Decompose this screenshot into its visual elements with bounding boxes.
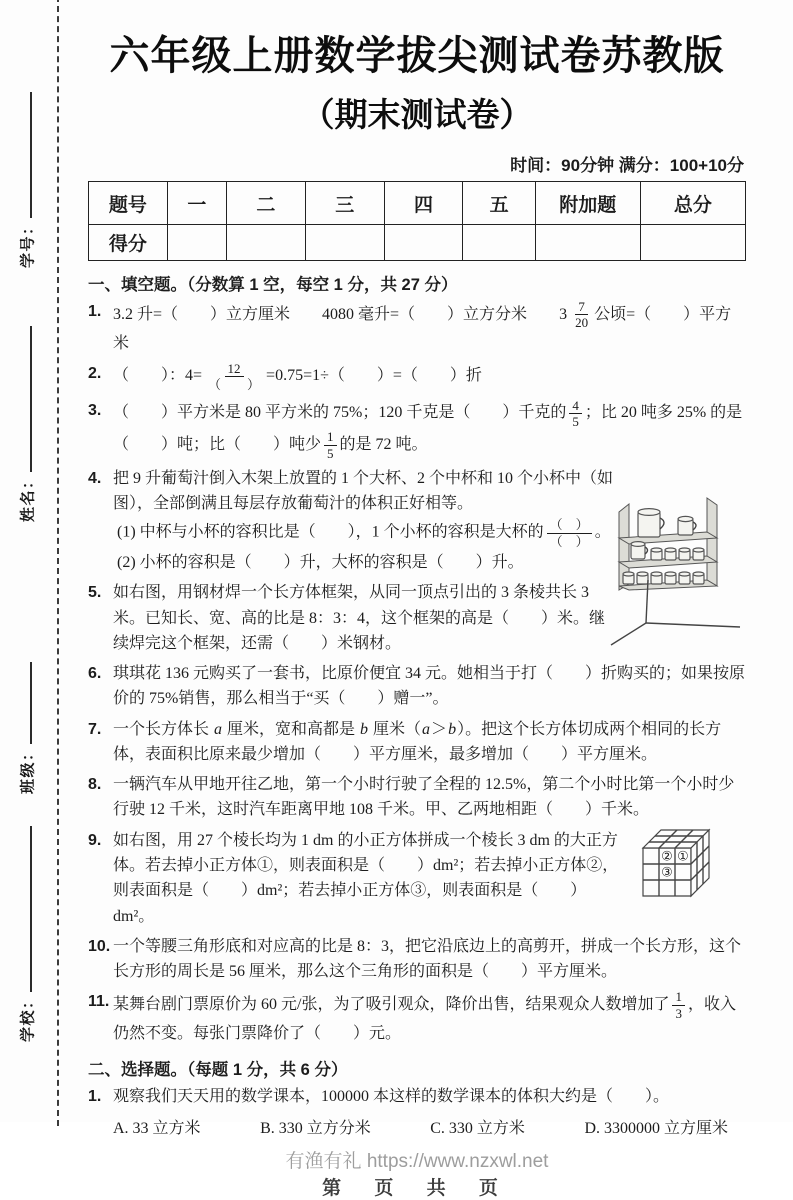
school-label: 学校：: [19, 992, 37, 1042]
student-id-label: 学号：: [19, 218, 37, 268]
cuboid-edges-figure: [604, 576, 744, 648]
question-text: 观察我们天天用的数学课本，100000 本这样的数学课本的体积大约是（ ）。: [113, 1088, 670, 1106]
question-number: 6.: [88, 665, 102, 683]
student-id-blank: [16, 92, 32, 218]
score-col-4: 四: [384, 182, 463, 225]
question-4-sub-2: (2) 小杯的容积是（ ）升，大杯的容积是（ ）升。: [117, 554, 524, 572]
question-number: 5.: [88, 584, 102, 602]
name-label: 姓名：: [19, 472, 37, 522]
margin-label-name: [16, 326, 37, 522]
score-cell: [384, 225, 463, 261]
score-col-3: 三: [305, 182, 384, 225]
paper-content: [88, 0, 746, 1200]
question-4-sub-1: (1) 中杯与小杯的容积比是（ ），1 个小杯的容积是大杯的 $\frac{( )}{( )}$ 。: [117, 517, 611, 549]
question-text: （ ）平方米是 80 平方米的 75%；120 千克是（ ）千克的 $\frac{4}{5}$ ；比 20 吨多 25% 的是（ ）吨；比（ ）吨少 $\frac{1}{5}$ 的是 72 吨。: [113, 397, 743, 461]
score-col-2: 二: [226, 182, 305, 225]
page-number-text: 第 页 共 页: [322, 1177, 512, 1199]
option-c: C. 330 立方米: [430, 1119, 525, 1137]
section2-question-1: [88, 1084, 746, 1109]
score-col-total: 总分: [640, 182, 745, 225]
question-1: [88, 299, 746, 356]
exam-time-score-info: 时间：90分钟 满分：100+10分: [510, 156, 744, 175]
score-table-header-row: [89, 182, 746, 225]
section2-question-1-options: [88, 1115, 728, 1138]
question-number: 11.: [88, 993, 110, 1011]
section1-heading: 一、填空题。（分数算 1 空，每空 1 分，共 27 分）: [88, 276, 458, 294]
question-text: 一辆汽车从甲地开往乙地，第一个小时行驶了全程的 12.5%，第二个小时比第一个小时少行驶 12 千米，这时汽车距离甲地 108 千米。甲、乙两地相距（ ）千米。: [113, 776, 735, 819]
question-number: 1.: [88, 1088, 102, 1106]
score-col-label: 题号: [89, 182, 168, 225]
margin-label-school: [16, 826, 37, 1042]
name-blank: [16, 326, 32, 472]
score-cell: [640, 225, 745, 261]
question-4: [88, 466, 746, 575]
score-row-label: 得分: [89, 225, 168, 261]
page-title: 六年级上册数学拔尖测试卷苏教版: [109, 34, 725, 78]
question-number: 9.: [88, 831, 102, 849]
school-blank: [16, 826, 32, 992]
question-text: （ ）：4= $\frac{12}{( )}$ =0.75=1÷（ ）=（ ）折: [113, 360, 482, 393]
question-11: [88, 989, 746, 1046]
watermark-text: 有渔有礼 https://www.nzxwl.net: [285, 1150, 549, 1172]
question-5: [88, 580, 746, 656]
tear-dashed-line: [57, 0, 59, 1126]
class-blank: [16, 662, 32, 744]
cube-label-1: ①: [677, 849, 689, 865]
question-text: 3.2 升=（ ）立方厘米 4080 毫升=（ ）立方分米 3 $\frac{7}{20}$ 公顷=（ ）平方米: [113, 299, 732, 352]
section2-heading: 二、选择题。（每题 1 分，共 6 分）: [88, 1061, 348, 1080]
score-table: [88, 181, 746, 261]
score-cell: [226, 225, 305, 261]
score-cell: [167, 225, 226, 261]
cube-label-2: ②: [661, 849, 673, 865]
margin-label-student-id: [16, 92, 37, 268]
question-number: 2.: [88, 364, 102, 382]
question-text: 一个等腰三角形底和对应高的比是 8：3，把它沿底边上的高剪开，拼成一个长方形，这个长方形的周长是 56 厘米，那么这个三角形的面积是（ ）平方厘米。: [113, 937, 742, 981]
score-cell: [463, 225, 535, 261]
question-number: 7.: [88, 720, 102, 738]
question-9: [88, 828, 746, 929]
option-d: D. 3300000 立方厘米: [584, 1119, 728, 1137]
question-text: 一个长方体长 a 厘米，宽和高都是 b 厘米（a＞b）。把这个长方体切成两个相同的长方体，表面积比原来最少增加（ ）平方厘米，最多增加（ ）平方厘米。: [113, 720, 722, 763]
cube-27-figure: [639, 828, 752, 902]
question-6: [88, 661, 746, 712]
question-text: 如右图，用 27 个棱长均为 1 dm 的小正方体拼成一个棱长 3 dm 的大正方体。若去掉小正方体①，则表面积是（ ）dm²；若去掉小正方体②，则表面积是（ ）dm²；若去掉小正方体③，则表面积是（ ）dm²。: [113, 831, 619, 925]
page-subtitle: （期末测试卷）: [301, 96, 533, 133]
question-text: 把 9 升葡萄汁倒入木架上放置的 1 个大杯、2 个中杯和 10 个小杯中（如图），全部倒满且每层存放葡萄汁的体积正好相等。: [113, 469, 614, 513]
question-3: [88, 398, 746, 461]
question-number: 8.: [88, 776, 102, 794]
score-col-extra: 附加题: [535, 182, 640, 225]
question-number: 3.: [88, 401, 102, 419]
score-cell: [535, 225, 640, 261]
score-cell: [305, 225, 384, 261]
question-number: 1.: [88, 303, 102, 320]
score-col-1: 一: [167, 182, 226, 225]
margin-label-class: [16, 662, 37, 794]
class-label: 班级：: [19, 744, 37, 794]
score-col-5: 五: [463, 182, 535, 225]
option-a: A. 33 立方米: [113, 1119, 201, 1137]
score-table-value-row: [89, 225, 746, 261]
question-text: 某舞台剧门票原价为 60 元/张，为了吸引观众，降价出售，结果观众人数增加了 $\frac{1}{3}$ ，收入仍然不变。每张门票降价了（ ）元。: [113, 989, 736, 1042]
question-8: [88, 772, 746, 823]
question-10: [88, 934, 746, 985]
question-text: 如右图，用钢材焊一个长方体框架，从同一顶点引出的 3 条棱共长 3 米。已知长、宽、高的比是 8：3：4，这个框架的高是（ ）米。继续焊完这个框架，还需（ ）米钢材。: [113, 584, 606, 652]
question-number: 4.: [88, 469, 102, 487]
option-b: B. 330 立方分米: [260, 1119, 371, 1137]
question-text: 琪琪花 136 元购买了一套书，比原价便宜 34 元。她相当于打（ ）折购买的；如果按原价的 75%销售，那么相当于“买（ ）赠一”。: [113, 665, 746, 708]
question-2: [88, 361, 746, 393]
question-number: 10.: [88, 937, 111, 955]
cube-label-3: ③: [661, 865, 673, 881]
question-7: [88, 717, 746, 768]
